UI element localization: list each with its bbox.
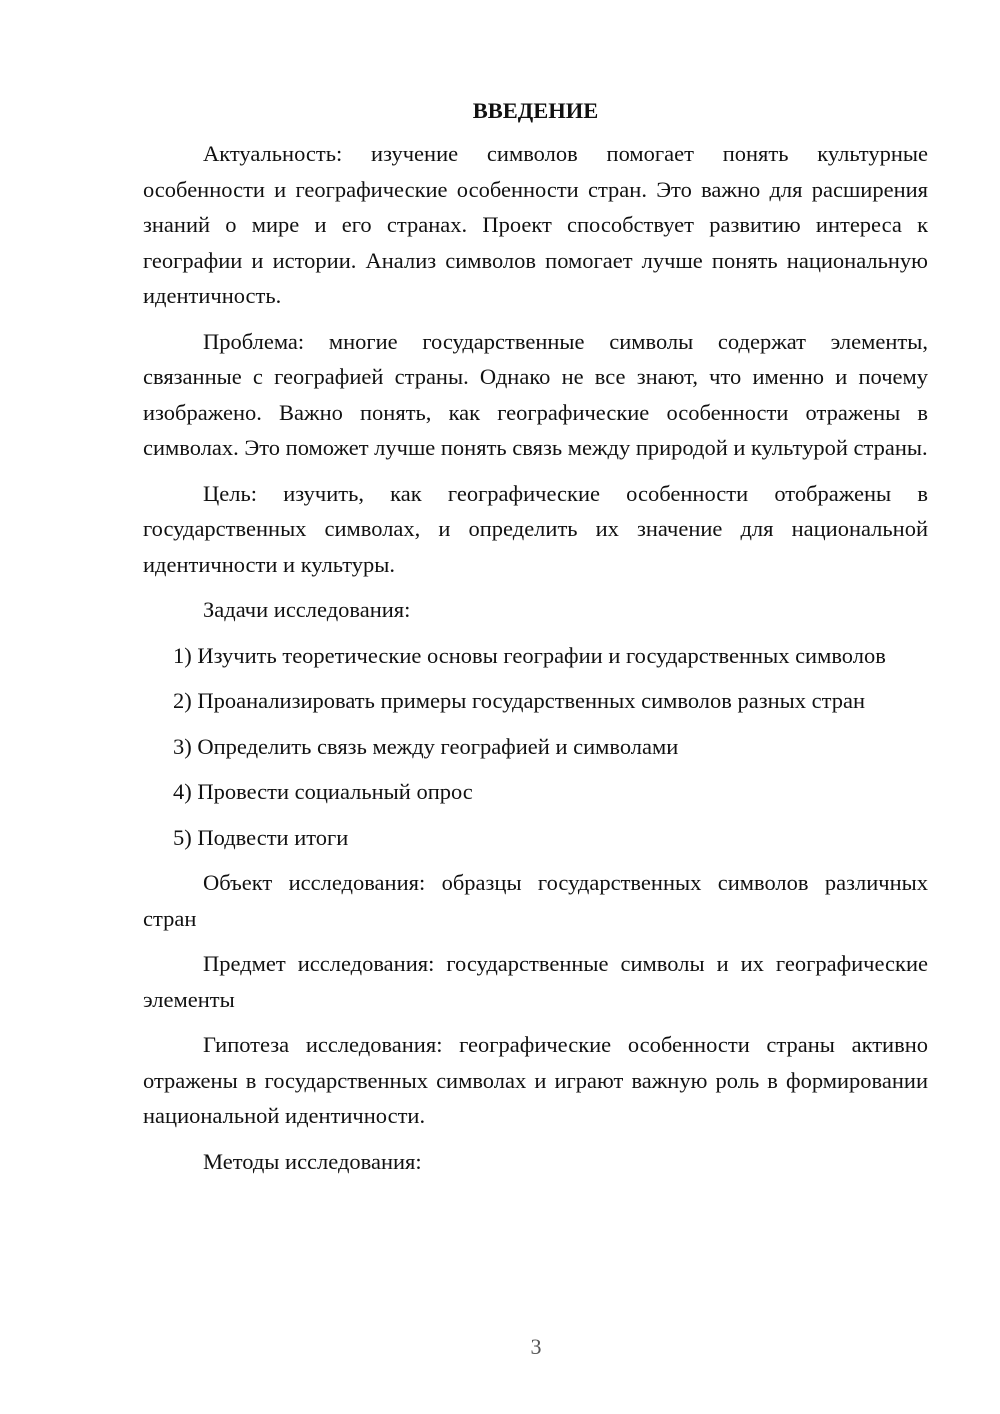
- task-item-2: 2) Проанализировать примеры государственных символов разных стран: [173, 688, 866, 713]
- methods-title: Методы исследования:: [203, 1148, 422, 1174]
- tasks-title: Задачи исследования:: [203, 597, 411, 622]
- task-item-1: 1) Изучить теоретические основы географии и государственных символов: [173, 642, 886, 668]
- goal-paragraph: Цель: изучить, как географические особенности отображены в государственных символах, и определить их значение для национальной идентичности и культуры.: [143, 480, 928, 577]
- relevance-paragraph: Актуальность: изучение символов помогает понять культурные особенности и географические особенности стран. Это важно для расширения знаний о мире и его странах. Проект способствует развитию интереса к географии и истории. Анализ символов помогает лучше понять национальную идентичность.: [143, 141, 928, 308]
- object-paragraph: Объект исследования: образцы государственных символов различных стран: [143, 870, 928, 931]
- task-item-4: 4) Провести социальный опрос: [173, 779, 473, 804]
- problem-paragraph: Проблема: многие государственные символы содержат элементы, связанные с географией страны. Однако не все знают, что именно и почему изображено. Важно понять, как географические особенности отражены в символах. Это поможет лучше понять связь между природой и культурой страны.: [143, 328, 928, 460]
- subject-paragraph: Предмет исследования: государственные символы и их географические элементы: [143, 951, 928, 1012]
- hypothesis-paragraph: Гипотеза исследования: географические особенности страны активно отражены в государственных символах и играют важную роль в формировании национальной идентичности.: [143, 1032, 928, 1128]
- task-item-5: 5) Подвести итоги: [173, 824, 349, 850]
- section-heading: ВВЕДЕНИЕ: [472, 98, 599, 123]
- page-content: [143, 96, 928, 1189]
- page-number: 3: [530, 1334, 542, 1359]
- task-item-3: 3) Определить связь между географией и символами: [173, 733, 679, 759]
